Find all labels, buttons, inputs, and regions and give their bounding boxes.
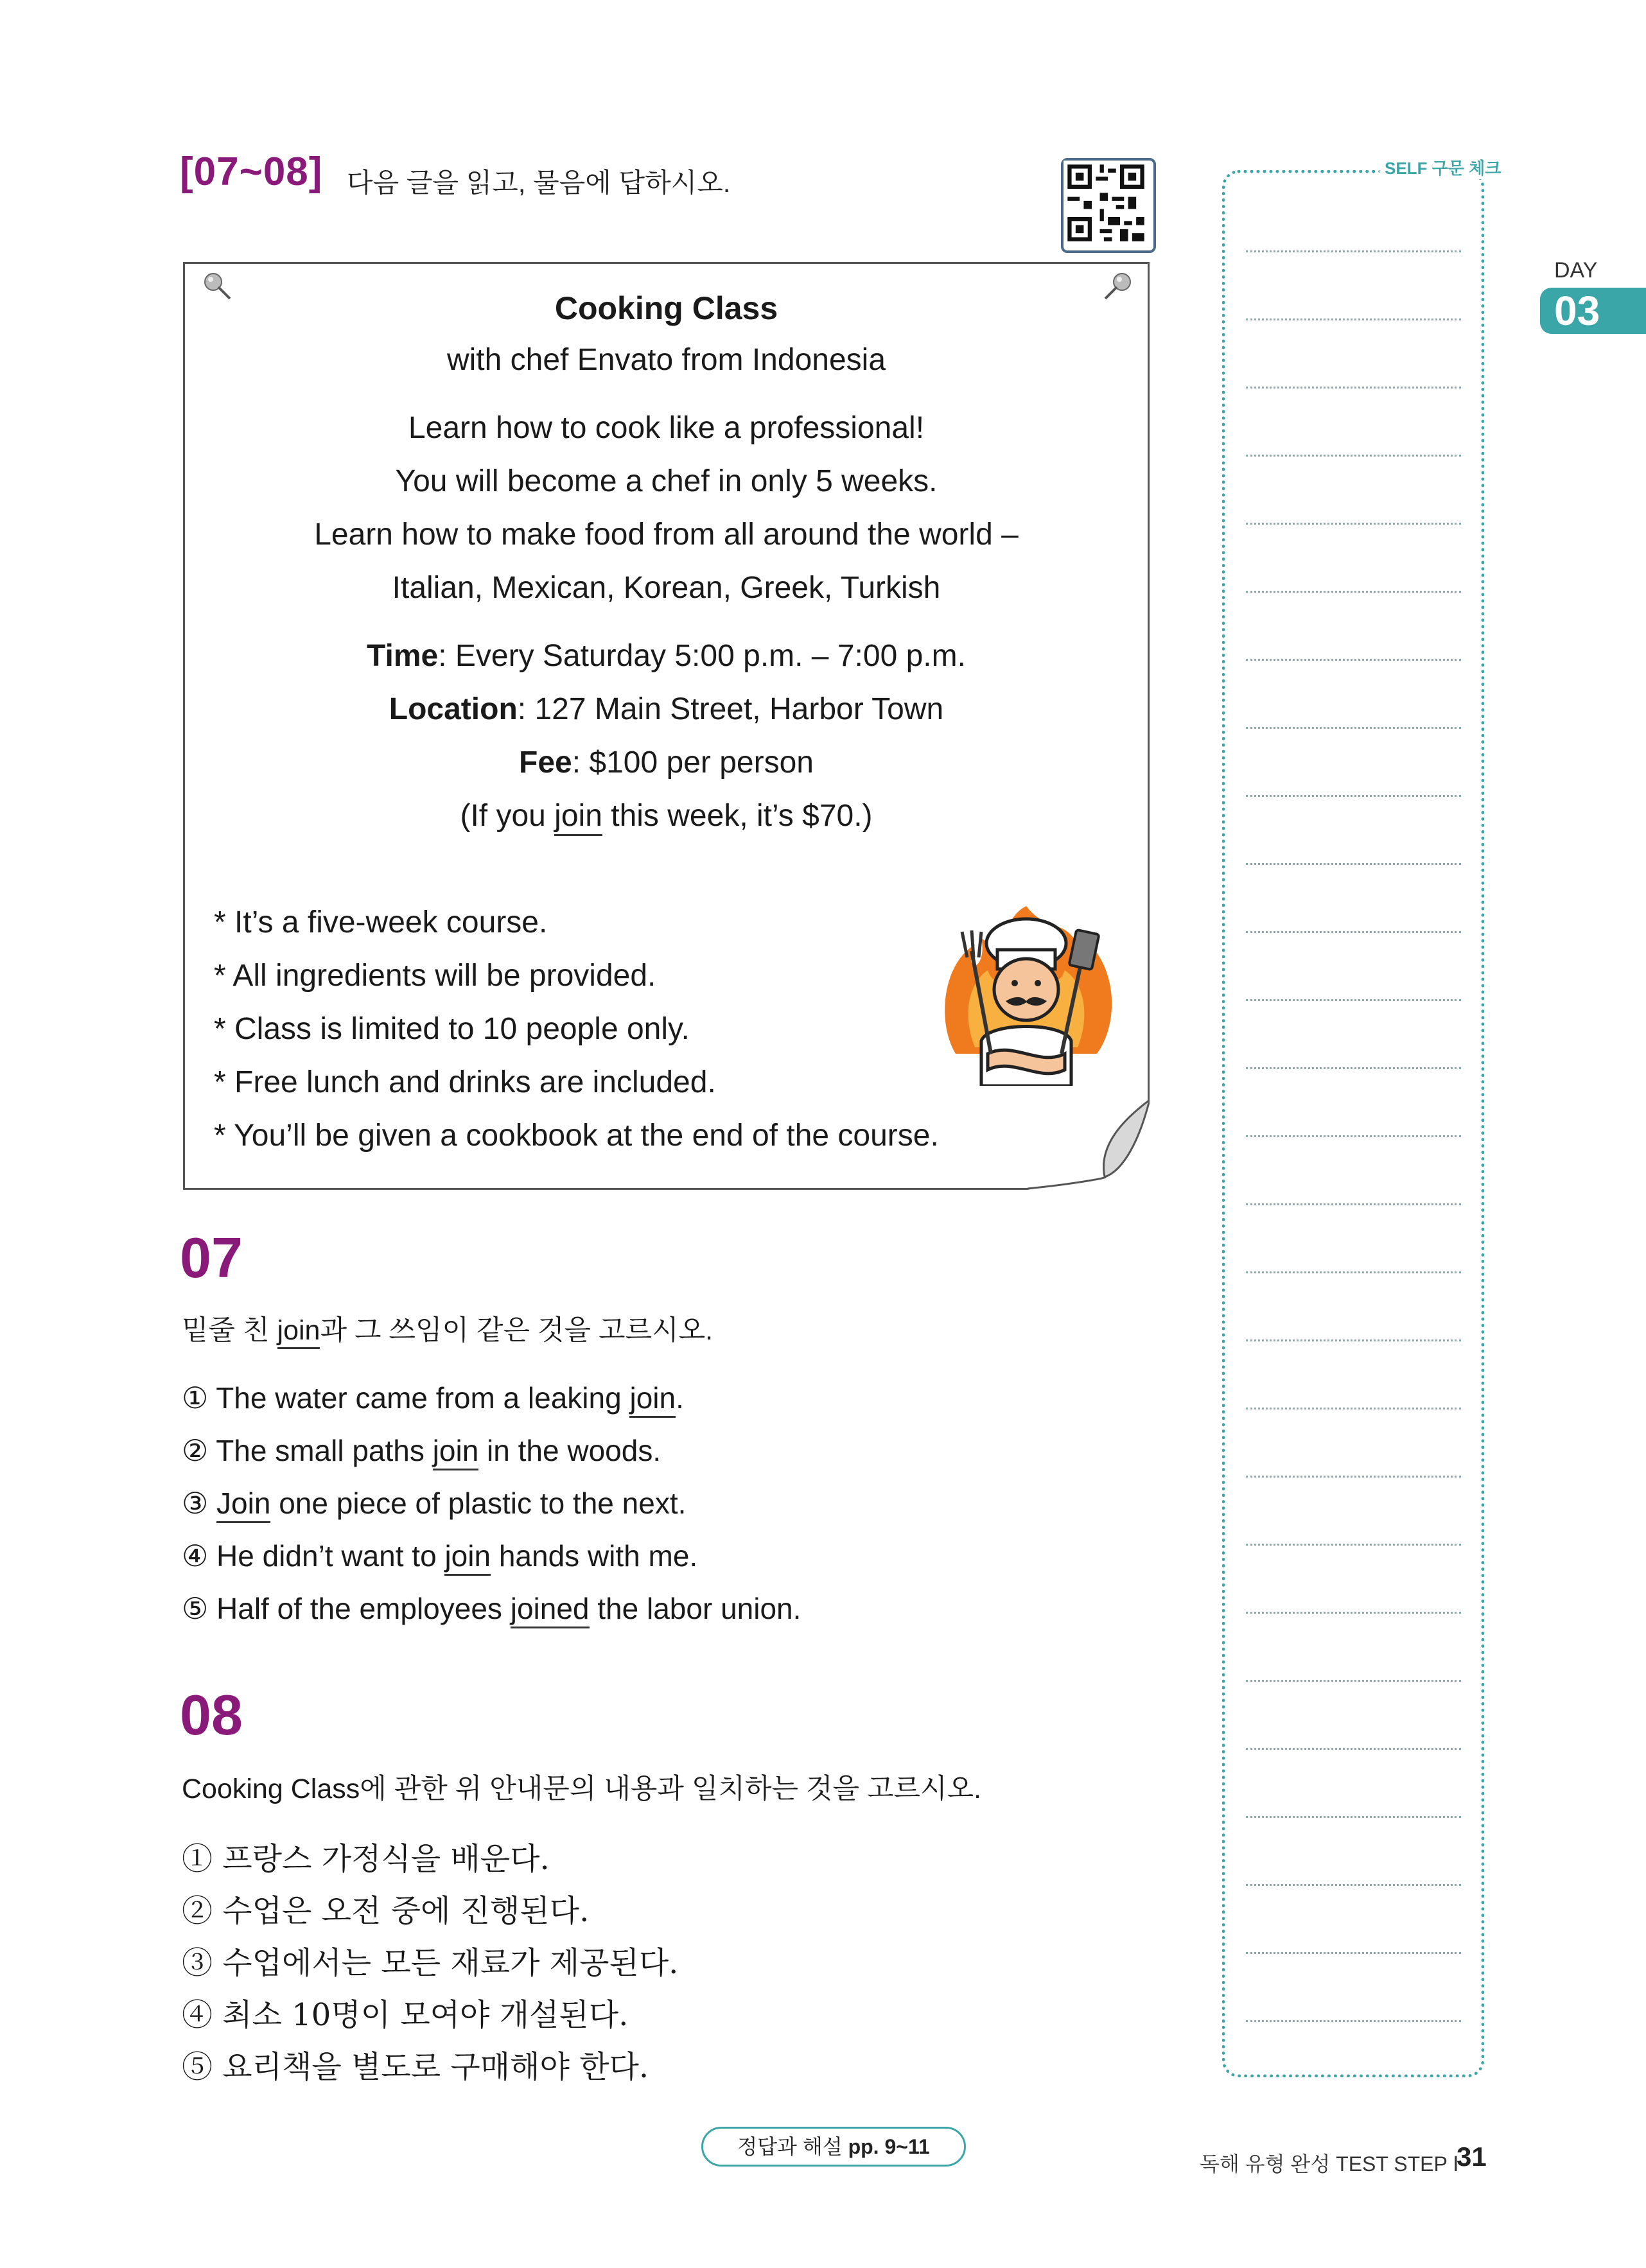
note-line bbox=[1246, 863, 1461, 865]
notice-bullet: * All ingredients will be provided. bbox=[214, 959, 656, 993]
notice-discount: (If you join this week, it’s $70.) bbox=[185, 798, 1148, 833]
note-line bbox=[1246, 1339, 1461, 1341]
note-line bbox=[1246, 387, 1461, 388]
notice-title: Cooking Class bbox=[554, 290, 778, 326]
note-line bbox=[1246, 659, 1461, 661]
day-number: 03 bbox=[1554, 288, 1600, 334]
note-line bbox=[1246, 1612, 1461, 1614]
answer-option[interactable]: ② 수업은 오전 중에 진행된다. bbox=[182, 1893, 590, 1929]
note-line bbox=[1246, 1748, 1461, 1750]
notice-line: Learn how to make food from all around the world – bbox=[314, 518, 1019, 552]
section-instruction: 다음 글을 읽고, 물음에 답하시오. bbox=[347, 168, 731, 198]
note-line bbox=[1246, 1680, 1461, 1682]
note-line bbox=[1246, 1408, 1461, 1409]
question-text: 밑줄 친 join과 그 쓰임이 같은 것을 고르시오. bbox=[182, 1309, 713, 1348]
note-line bbox=[1246, 2020, 1461, 2022]
note-line bbox=[1246, 318, 1461, 320]
notice-bullet: * Free lunch and drinks are included. bbox=[214, 1065, 716, 1099]
self-check-label: SELF 구문 체크 bbox=[1379, 155, 1506, 179]
note-line bbox=[1246, 455, 1461, 457]
notice-line: Learn how to cook like a professional! bbox=[408, 411, 925, 445]
day-label: DAY bbox=[1554, 258, 1598, 283]
answer-option[interactable]: ⑤ Half of the employees joined the labor union. bbox=[182, 1591, 801, 1626]
chef-illustration bbox=[936, 893, 1116, 1086]
answer-option[interactable]: ⑤ 요리책을 별도로 구매해야 한다. bbox=[182, 2049, 649, 2085]
answer-option[interactable]: ① 프랑스 가정식을 배운다. bbox=[182, 1841, 550, 1877]
answer-option[interactable]: ② The small paths join in the woods. bbox=[182, 1433, 661, 1468]
notice-fee: Fee: $100 per person bbox=[519, 746, 814, 780]
answer-option[interactable]: ④ He didn’t want to join hands with me. bbox=[182, 1539, 697, 1573]
note-line bbox=[1246, 931, 1461, 933]
question-number: 08 bbox=[180, 1683, 243, 1747]
underlined-join: join bbox=[554, 799, 602, 836]
notice-bullet: * It’s a five-week course. bbox=[214, 905, 548, 939]
notice-line: Italian, Mexican, Korean, Greek, Turkish bbox=[392, 571, 941, 605]
notice-bullet: * You’ll be given a cookbook at the end of the course. bbox=[214, 1119, 939, 1153]
qr-code-icon[interactable] bbox=[1061, 158, 1156, 253]
note-line bbox=[1246, 1884, 1461, 1886]
notice-bullet: * Class is limited to 10 people only. bbox=[214, 1012, 690, 1046]
notice-time: Time: Every Saturday 5:00 p.m. – 7:00 p.m. bbox=[367, 639, 966, 673]
note-line bbox=[1246, 591, 1461, 593]
note-line bbox=[1246, 1544, 1461, 1546]
note-line bbox=[1246, 727, 1461, 729]
book-title: 독해 유형 완성 TEST STEP Ⅰ bbox=[1200, 2152, 1459, 2176]
note-line bbox=[1246, 523, 1461, 525]
note-line bbox=[1246, 1476, 1461, 1478]
section-range: [07~08] bbox=[180, 150, 323, 194]
note-line bbox=[1246, 795, 1461, 797]
note-line bbox=[1246, 250, 1461, 252]
note-line bbox=[1246, 1135, 1461, 1137]
note-line bbox=[1246, 1271, 1461, 1273]
question-text: Cooking Class에 관한 위 안내문의 내용과 일치하는 것을 고르시오. bbox=[182, 1774, 982, 1804]
note-line bbox=[1246, 1203, 1461, 1205]
notice-subtitle: with chef Envato from Indonesia bbox=[446, 343, 886, 377]
answer-reference[interactable]: 정답과 해설 pp. 9~11 bbox=[701, 2127, 966, 2167]
question-number: 07 bbox=[180, 1226, 243, 1289]
note-line bbox=[1246, 1816, 1461, 1818]
cooking-class-notice bbox=[183, 262, 1150, 1190]
answer-option[interactable]: ④ 최소 10명이 모여야 개설된다. bbox=[182, 1997, 629, 2033]
page-number: 31 bbox=[1457, 2142, 1487, 2172]
note-line bbox=[1246, 999, 1461, 1001]
answer-option[interactable]: ① The water came from a leaking join. bbox=[182, 1381, 684, 1415]
note-line bbox=[1246, 1952, 1461, 1954]
notice-line: You will become a chef in only 5 weeks. bbox=[395, 464, 938, 498]
notice-location: Location: 127 Main Street, Harbor Town bbox=[389, 692, 944, 726]
page-curl bbox=[1028, 1100, 1150, 1190]
answer-option[interactable]: ③ Join one piece of plastic to the next. bbox=[182, 1486, 686, 1521]
answer-option[interactable]: ③ 수업에서는 모든 재료가 제공된다. bbox=[182, 1945, 679, 1981]
note-line bbox=[1246, 1067, 1461, 1069]
